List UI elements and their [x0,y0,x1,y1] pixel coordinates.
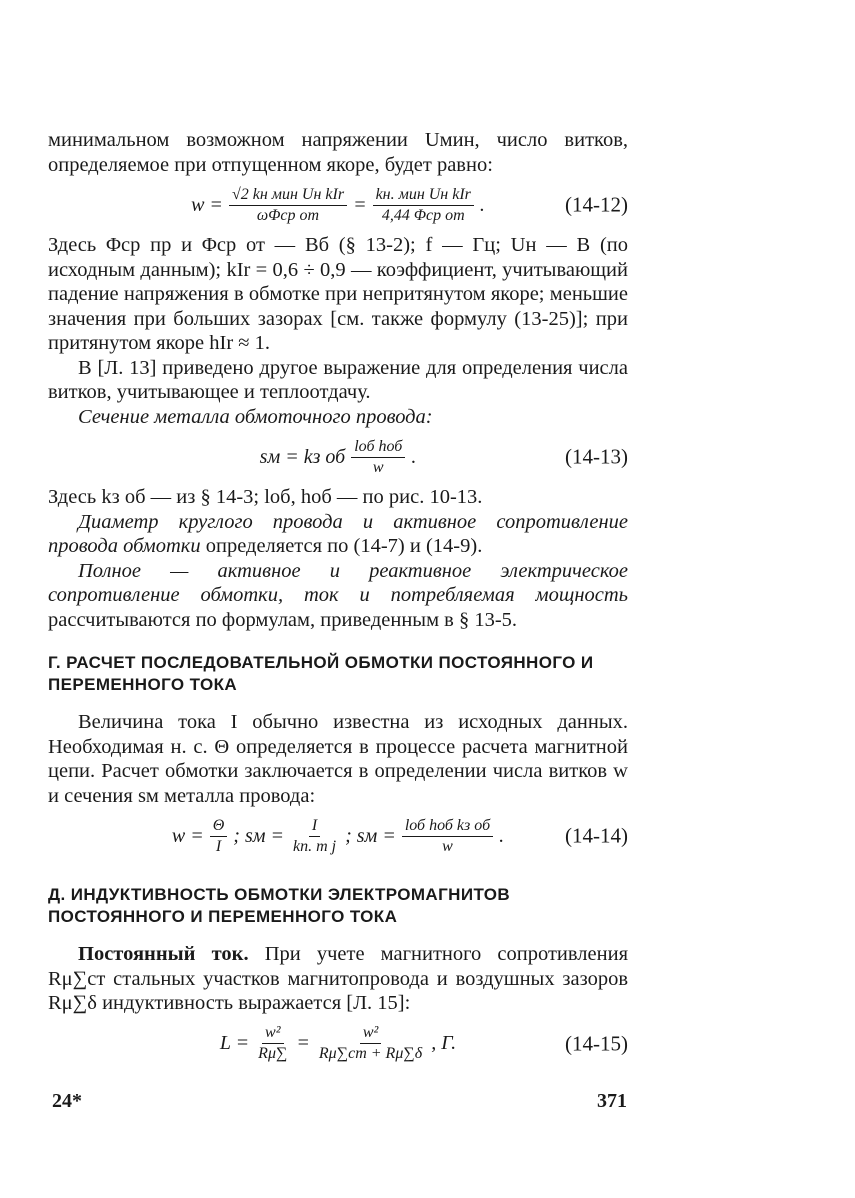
paragraph-reference: В [Л. 13] приведено другое выражение для определения числа витков, учитывающее и теплоотдачу. [48,356,628,403]
paragraph-current: Величина тока I обычно известна из исходных данных. Необходимая н. с. Θ определяется в процессе расчета магнитной цепи. Расчет обмотки заключается в определении числа витков w и сечения sм металла провода: [48,711,628,807]
eq-end: . [479,193,485,216]
eq-fraction [373,185,474,226]
equation-number: (14-13) [565,444,628,469]
paragraph-symbols: Здесь Φср пр и Φср от — Вб (§ 13-2); f — Гц; Uн — В (по исходным данным); kIr = 0,6 ÷ 0,9 — коэффициент, учитывающий падение напряжения в обмотке при непритянутом якоре; меньшие значения при больших зазорах [см. также формулу (13-25)]; при притянутом якоре hIr ≈ 1. [48,234,628,354]
equation-number: (14-15) [565,1031,628,1055]
eq-equals: = [296,1032,310,1054]
eq-numerator: √2 kн мин Uн kIr [229,185,347,206]
eq-denominator: 4,44 Φср от [381,206,465,224]
signature-mark: 24* [52,1090,82,1112]
eq-denominator: Rμ∑ст + Rμ∑δ [318,1045,423,1062]
equation-number: (14-14) [565,823,628,848]
equation-number: (14-12) [565,192,628,217]
paragraph-diameter [48,510,628,559]
eq-denominator: Rμ∑ [258,1045,288,1062]
eq-denominator: ωΦср от [256,206,320,224]
eq-numerator: w² [262,1023,283,1044]
section-heading-d: Д. ИНДУКТИВНОСТЬ ОБМОТКИ ЭЛЕКТРОМАГНИТОВ ПОСТОЯННОГО И ПЕРЕМЕННОГО ТОКА [48,885,511,926]
plain-text: рассчитываются по формулам, приведенным в § 13-5. [48,608,518,631]
italic-text: Полное — активное и реактивное электрическое сопротивление обмотки, ток и потребляемая мощность [48,559,628,606]
equation-14-14 [48,808,628,864]
paragraph-dc [48,942,628,1016]
eq-fraction [402,816,493,857]
equation-14-13 [48,429,628,485]
bold-lead: Постоянный ток. [78,943,249,965]
section-heading-g: Г. РАСЧЕТ ПОСЛЕДОВАТЕЛЬНОЙ ОБМОТКИ ПОСТОЯННОГО И ПЕРЕМЕННОГО ТОКА [48,653,594,694]
paragraph-symbols-2: Здесь kз об — из § 14-3; lоб, hоб — по рис. 10-13. [48,486,483,508]
eq-lhs: ; sм = [233,824,284,847]
eq-equals: = [353,193,367,216]
eq-lhs: sм = kз об [259,445,346,468]
eq-lhs: ; sм = [345,824,396,847]
paragraph-impedance [48,559,628,633]
eq-fraction [316,1023,425,1064]
eq-end: , Г. [431,1032,457,1054]
eq-denominator: w [442,837,453,855]
italic-text: Диаметр круглого провода и активное сопротивление провода обмотки [48,510,628,557]
eq-lhs: L = [219,1032,250,1054]
paragraph-section-lead: Сечение металла обмоточного провода: [78,405,433,428]
eq-denominator: I [215,837,222,855]
page-body [48,128,628,1072]
eq-fraction [255,1023,290,1064]
eq-end: . [411,445,417,468]
eq-fraction [210,816,228,857]
plain-text: определяется по (14-7) и (14-9). [200,535,483,557]
equation-14-12 [48,177,628,233]
eq-numerator: kн. мин Uн kIr [373,185,474,206]
eq-end: . [499,824,505,847]
eq-numerator: Θ [210,816,228,837]
eq-fraction [229,185,347,226]
eq-numerator: lоб hоб [351,437,405,458]
plain-text: При учете магнитного сопротивления Rμ∑ст стальных участков магнитопровода и воздушных зазоров Rμ∑δ индуктивность выражается [Л. 15]: [48,943,628,1014]
eq-numerator: w² [360,1023,381,1044]
page-number: 371 [597,1090,627,1112]
eq-denominator: w [372,458,384,476]
eq-numerator: I [309,816,320,837]
eq-lhs: w = [171,824,204,847]
eq-fraction [351,437,405,478]
paragraph-intro: минимальном возможном напряжении Uмин, число витков, определяемое при отпущенном якоре, будет равно: [48,129,628,176]
eq-denominator: kп. т j [293,837,337,855]
eq-fraction [290,816,339,857]
eq-numerator: lоб hоб kз об [402,816,493,837]
eq-lhs: w = [191,193,223,216]
equation-14-15 [48,1016,628,1072]
